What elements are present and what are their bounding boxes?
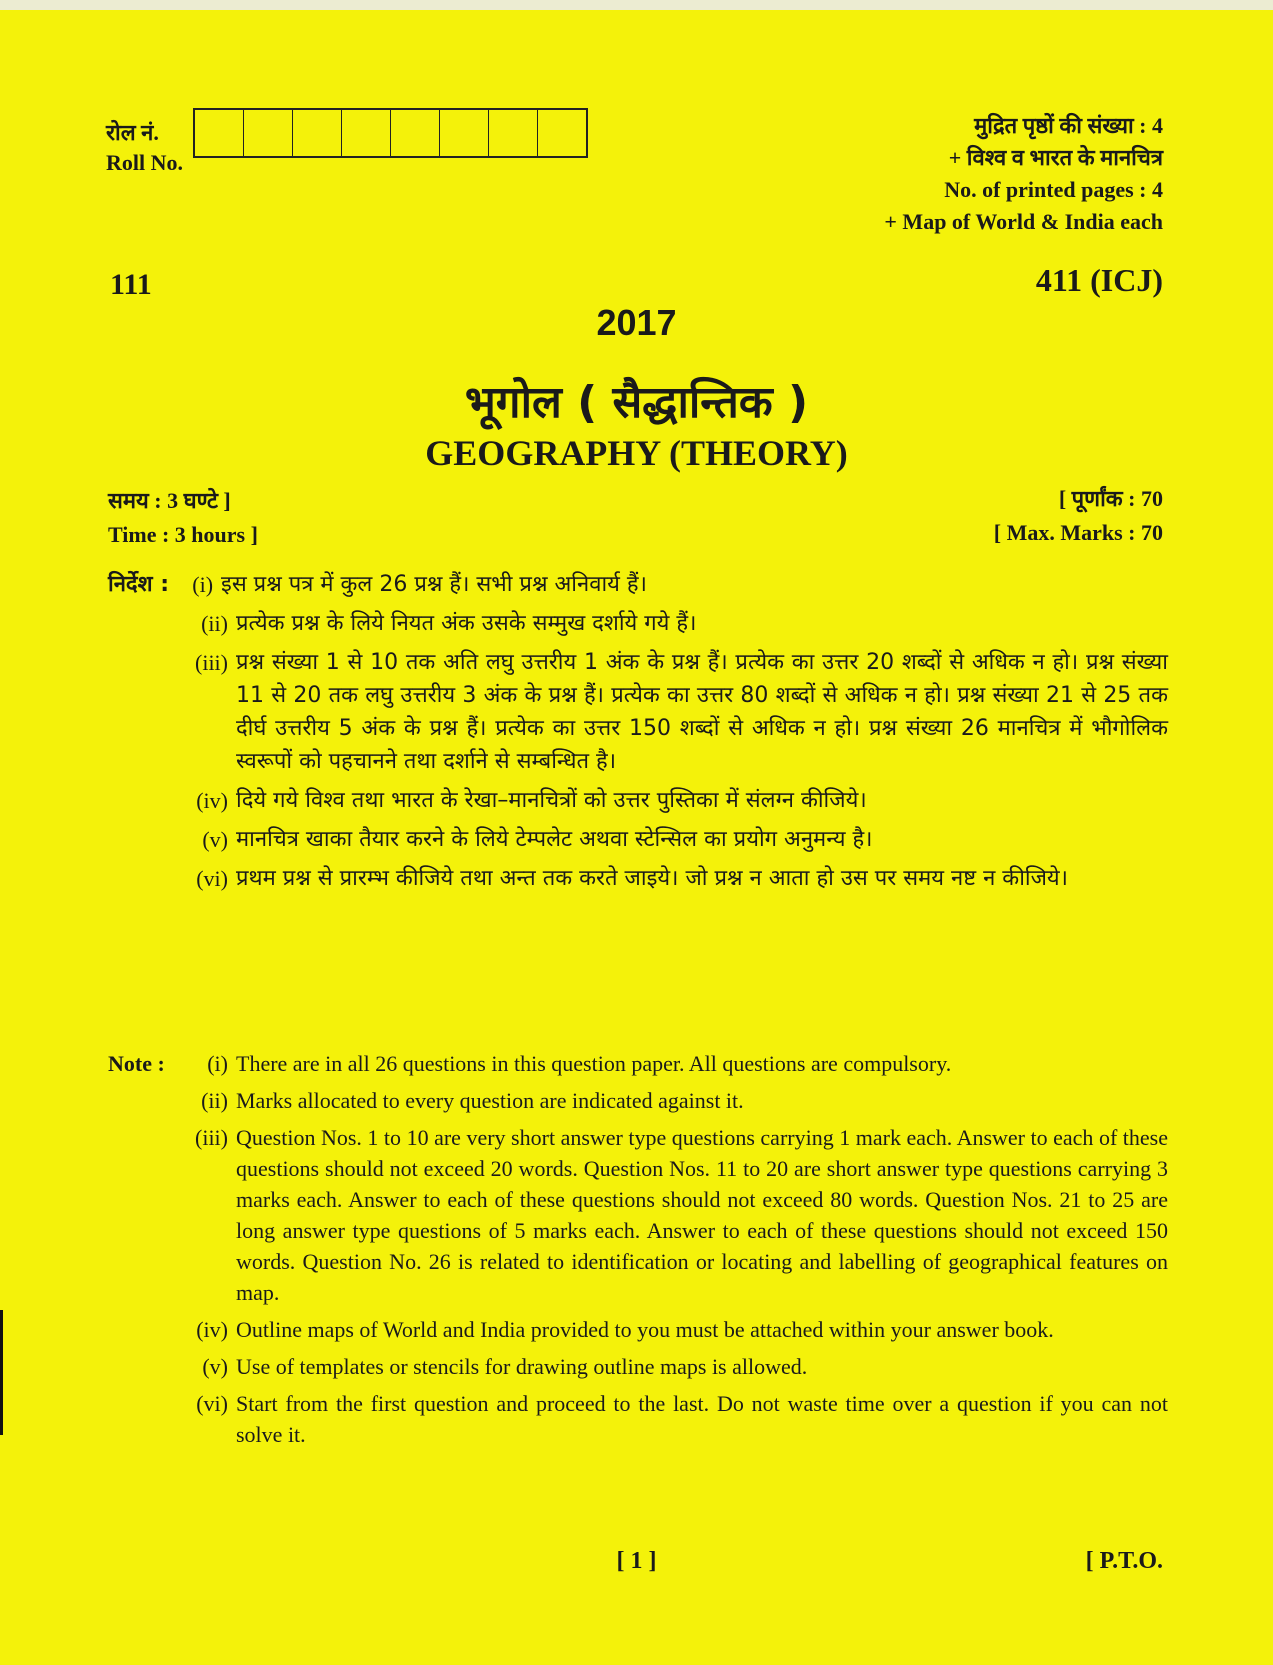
please-turn-over: [ P.T.O. <box>1085 1548 1163 1574</box>
roll-label-hindi: रोल नं. <box>106 120 159 145</box>
item-text: मानचित्र खाका तैयार करने के लिये टेम्पलेट अथवा स्टेन्सिल का प्रयोग अनुमन्य है। <box>236 827 873 852</box>
time-allowed <box>108 484 258 552</box>
instruction-item <box>108 1085 1168 1116</box>
item-number: (vi) <box>196 866 228 891</box>
marks-hindi: [ पूर्णांक : 70 <box>1058 486 1163 511</box>
item-text: दिये गये विश्व तथा भारत के रेखा–मानचित्रों को उत्तर पुस्तिका में संलग्न कीजिये। <box>236 788 867 813</box>
item-number: (iv) <box>196 1317 228 1342</box>
time-hindi: समय : 3 घण्टे ] <box>108 488 231 513</box>
instruction-item <box>108 862 1168 895</box>
printed-pages-info <box>884 110 1163 238</box>
time-english: Time : 3 hours ] <box>108 522 258 547</box>
max-marks <box>994 482 1163 550</box>
instruction-item <box>108 1388 1168 1450</box>
item-text: प्रत्येक प्रश्न के लिये नियत अंक उसके सम्मुख दर्शाये गये हैं। <box>236 611 697 636</box>
item-text: Use of templates or stencils for drawing outline maps is allowed. <box>236 1354 808 1379</box>
pages-hindi: मुद्रित पृष्ठों की संख्या : 4 <box>974 113 1163 138</box>
pages-english: No. of printed pages : 4 <box>944 177 1163 202</box>
roll-digit-box[interactable] <box>489 110 538 156</box>
instruction-item <box>108 607 1168 640</box>
item-text: इस प्रश्न पत्र में कुल 26 प्रश्न हैं। सभी प्रश्न अनिवार्य हैं। <box>221 572 647 597</box>
maps-english: + Map of World & India each <box>884 209 1163 234</box>
item-number: (ii) <box>201 611 228 636</box>
roll-digit-box[interactable] <box>195 110 244 156</box>
item-number: (v) <box>202 1354 228 1379</box>
instruction-item <box>108 1122 1168 1308</box>
scan-edge-mark <box>0 1310 3 1435</box>
roll-number-label <box>106 118 183 178</box>
item-text: There are in all 26 questions in this question paper. All questions are compulsory. <box>236 1051 952 1076</box>
roll-digit-box[interactable] <box>538 110 586 156</box>
item-number: (i) <box>192 572 214 597</box>
page-number: [ 1 ] <box>616 1548 657 1574</box>
instruction-item <box>108 1314 1168 1345</box>
item-text: प्रश्न संख्या 1 से 10 तक अति लघु उत्तरीय 1 अंक के प्रश्न हैं। प्रत्येक का उत्तर 20 शब्दों से अधिक न हो। प्रश्न संख्या 11 से 20 तक लघु उत्तरीय 3 अंक के प्रश्न हैं। प्रत्येक का उत्तर 80 शब्दों से अधिक न हो। प्रश्न संख्या 21 से 25 तक दीर्घ उत्तरीय 5 अंक के प्रश्न हैं। प्रत्येक का उत्तर 150 शब्दों से अधिक न हो। प्रश्न संख्या 26 मानचित्र में भौगोलिक स्वरूपों को पहचानने तथा दर्शाने से सम्बन्धित है। <box>236 650 1168 774</box>
item-number: (iii) <box>195 650 228 675</box>
instructions-hindi <box>108 568 1168 901</box>
roll-digit-box[interactable] <box>440 110 489 156</box>
paper-code-right: 411 (ICJ) <box>1035 262 1163 298</box>
item-text: प्रथम प्रश्न से प्रारम्भ कीजिये तथा अन्त तक करते जाइये। जो प्रश्न न आता हो उस पर समय नष्ट न कीजिये। <box>236 866 1069 891</box>
item-text: Start from the first question and proceed to the last. Do not waste time over a question if you can not solve it. <box>236 1391 1168 1447</box>
item-text: Marks allocated to every question are indicated against it. <box>236 1088 744 1113</box>
note-heading: Note : <box>108 1051 165 1076</box>
subject-title-english: GEOGRAPHY (THEORY) <box>425 433 848 473</box>
roll-digit-box[interactable] <box>293 110 342 156</box>
instructions-english <box>108 1048 1168 1456</box>
marks-english: [ Max. Marks : 70 <box>993 520 1163 545</box>
instruction-item <box>108 823 1168 856</box>
item-number: (iii) <box>195 1125 228 1150</box>
roll-digit-box[interactable] <box>342 110 391 156</box>
roll-label-english: Roll No. <box>106 150 183 175</box>
instruction-item <box>108 646 1168 778</box>
instruction-item <box>108 568 1168 601</box>
item-text: Outline maps of World and India provided to you must be attached within your answer book. <box>236 1317 1054 1342</box>
roll-number-boxes[interactable] <box>193 108 588 158</box>
item-number: (iv) <box>196 788 228 813</box>
paper-code-left: 111 <box>110 268 152 301</box>
instruction-item <box>108 1048 1168 1079</box>
instruction-item <box>108 784 1168 817</box>
scan-top-edge <box>0 0 1273 10</box>
exam-year: 2017 <box>596 302 677 343</box>
subject-title-hindi: भूगोल ( सैद्धान्तिक ) <box>464 377 809 428</box>
roll-digit-box[interactable] <box>391 110 440 156</box>
item-number: (v) <box>202 827 228 852</box>
item-number: (i) <box>207 1051 228 1076</box>
roll-digit-box[interactable] <box>244 110 293 156</box>
instruction-item <box>108 1351 1168 1382</box>
maps-hindi: + विश्व व भारत के मानचित्र <box>948 145 1163 170</box>
item-text: Question Nos. 1 to 10 are very short answer type questions carrying 1 mark each. Answer to each of these questions should not exceed 20 words. Question Nos. 11 to 20 are short answer type questions carrying 3 marks each. Answer to each of these questions should not exceed 80 words. Question Nos. 21 to 25 are long answer type questions of 5 marks each. Answer to each of these questions should not exceed 150 words. Question No. 26 is related to identification or locating and labelling of geographical features on map. <box>236 1125 1168 1305</box>
instructions-heading: निर्देश : <box>108 572 170 597</box>
item-number: (vi) <box>196 1391 228 1416</box>
item-number: (ii) <box>201 1088 228 1113</box>
